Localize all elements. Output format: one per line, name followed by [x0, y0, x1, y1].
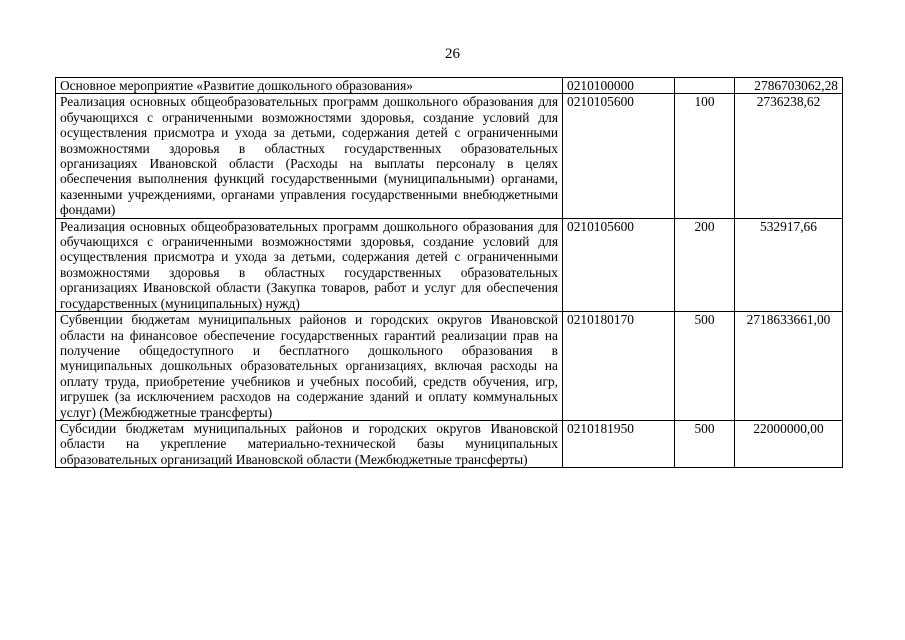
expense-type-code-cell: 200 [675, 218, 735, 311]
target-article-code-cell: 0210105600 [563, 218, 675, 311]
amount-cell: 22000000,00 [735, 420, 843, 467]
budget-table [55, 77, 843, 468]
expense-type-code-cell: 100 [675, 94, 735, 218]
amount-cell: 2736238,62 [735, 94, 843, 218]
table-row [56, 420, 843, 467]
expense-type-code-cell: 500 [675, 420, 735, 467]
target-article-code-cell: 0210181950 [563, 420, 675, 467]
expense-type-code-cell [675, 78, 735, 94]
expense-name-cell: Субвенции бюджетам муниципальных районов и городских округов Ивановской области на финансовое обеспечение государственных гарантий реализации прав на получение общедоступного и бесплатного дошкольного образования в муниципальных дошкольных образовательных организациях, включая расходы на оплату труда, приобретение учебников и учебных пособий, средств обучения, игр, игрушек (за исключением расходов на содержание зданий и оплату коммунальных услуг) (Межбюджетные трансферты) [56, 312, 563, 421]
expense-name-cell: Реализация основных общеобразовательных программ дошкольного образования для обучающихся с ограниченными возможностями здоровья, создание условий для осуществления присмотра и ухода за детьми, содержания детей с ограниченными возможностями здоровья в областных государственных образовательных организациях Ивановской области (Расходы на выплаты персоналу в целях обеспечения выполнения функций государственными (муниципальными) органами, казенными учреждениями, органами управления государственными внебюджетными фондами) [56, 94, 563, 218]
expense-name-cell: Основное мероприятие «Развитие дошкольного образования» [56, 78, 563, 94]
amount-cell: 2718633661,00 [735, 312, 843, 421]
table-row [56, 78, 843, 94]
expense-type-code-cell: 500 [675, 312, 735, 421]
expense-name-cell: Реализация основных общеобразовательных программ дошкольного образования для обучающихся с ограниченными возможностями здоровья, создание условий для осуществления присмотра и ухода за детьми, содержания детей с ограниченными возможностями здоровья в областных государственных образовательных организациях Ивановской области (Закупка товаров, работ и услуг для обеспечения государственных (муниципальных) нужд) [56, 218, 563, 311]
page-number: 26 [445, 46, 460, 62]
table-row [56, 218, 843, 311]
target-article-code-cell: 0210180170 [563, 312, 675, 421]
target-article-code-cell: 0210105600 [563, 94, 675, 218]
amount-cell: 532917,66 [735, 218, 843, 311]
table-row [56, 312, 843, 421]
amount-cell: 2786703062,28 [735, 78, 843, 94]
expense-name-cell: Субсидии бюджетам муниципальных районов и городских округов Ивановской области на укрепление материально-технической базы муниципальных образовательных организаций Ивановской области (Межбюджетные трансферты) [56, 420, 563, 467]
target-article-code-cell: 0210100000 [563, 78, 675, 94]
table-row [56, 94, 843, 218]
